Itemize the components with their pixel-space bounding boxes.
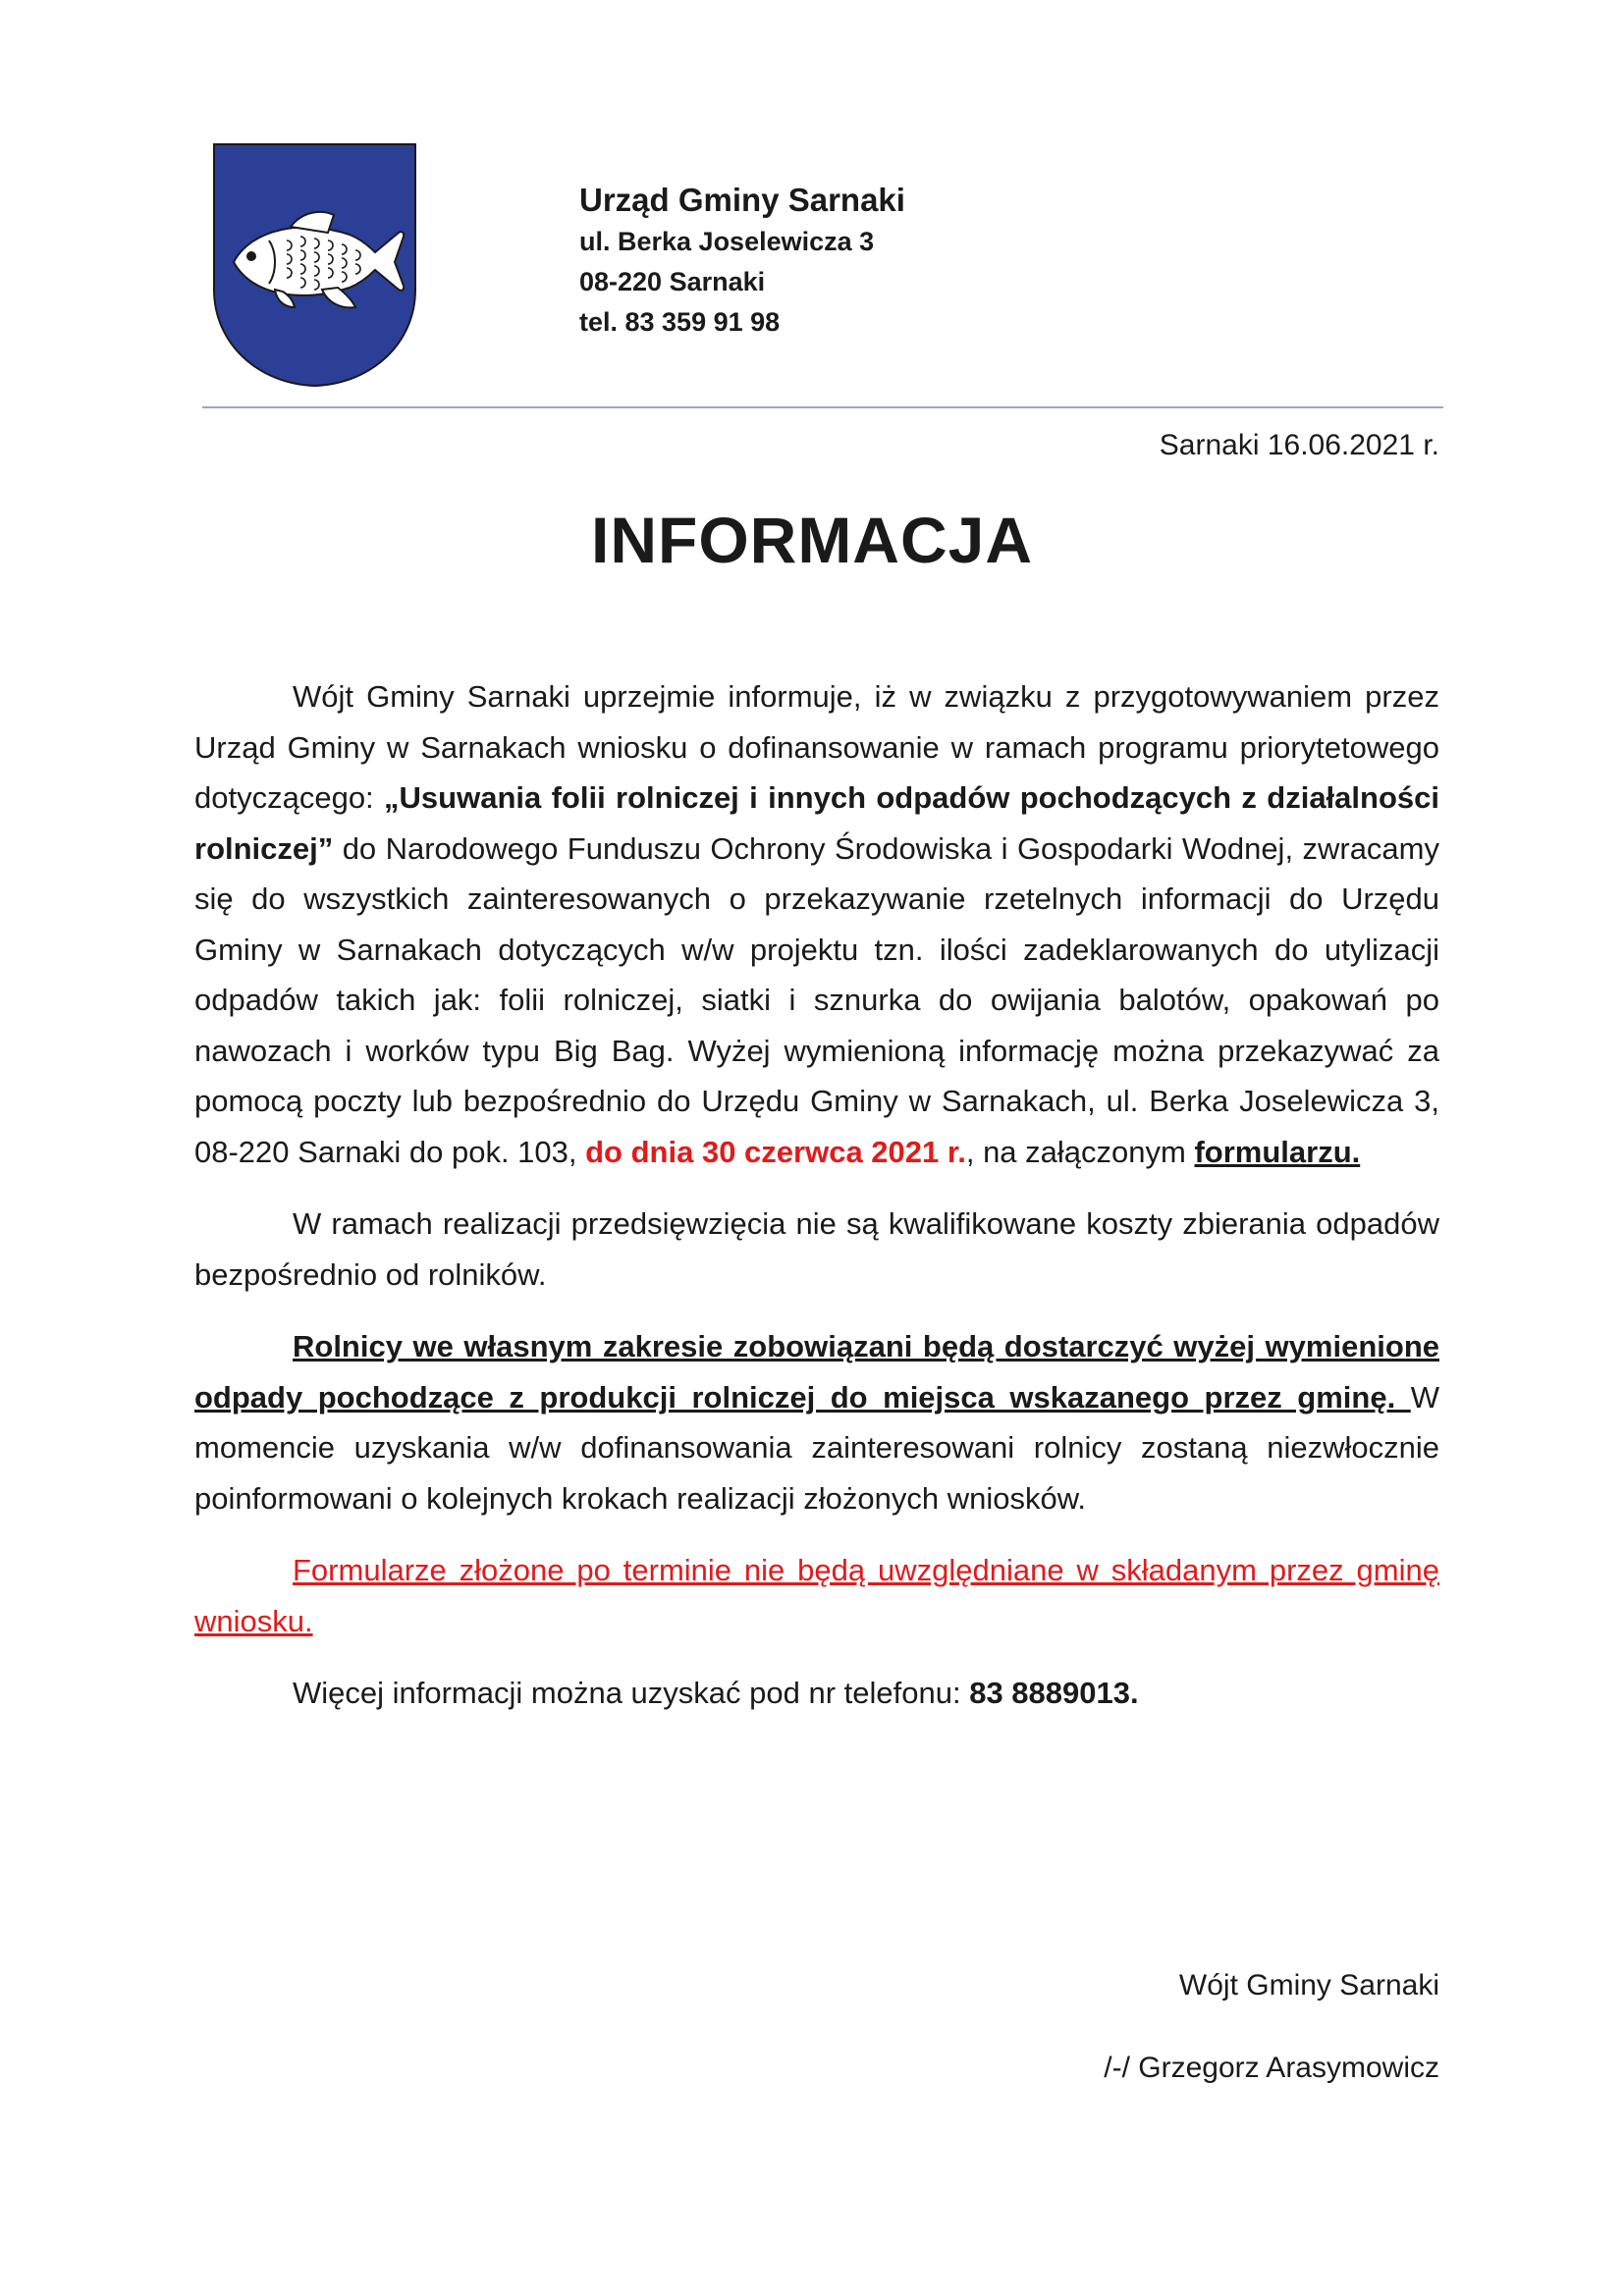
office-postal-code: 08-220 Sarnaki: [579, 267, 766, 296]
office-name: Urząd Gminy Sarnaki: [579, 182, 905, 218]
document-title: INFORMACJA: [591, 504, 1033, 576]
paragraph-farmers: [194, 1321, 1439, 1523]
paragraph-main-tail: , na załączonym: [965, 1134, 1195, 1169]
signature-name: /-/ Grzegorz Arasymowicz: [1104, 2052, 1439, 2084]
header-divider: [202, 406, 1443, 408]
paragraph-main: [194, 671, 1439, 1177]
contact-text: Więcej informacji można uzyskać pod nr telefonu:: [293, 1676, 970, 1710]
paragraph-main-text: do Narodowego Funduszu Ochrony Środowiska i Gospodarki Wodnej, zwracamy się do wszystkich zainteresowanych o przekazywanie rzetelnych informacji do Urzędu Gminy w Sarnakach dotyczących w/w projektu tzn. ilości zadeklarowanych do utylizacji odpadów takich jak: folii rolniczej, siatki i sznurka do owijania balotów, opakowań po nawozach i worków typu Big Bag. Wyżej wymienioną informację można przekazywać za pomocą poczty lub bezpośrednio do Urzędu Gminy w Sarnakach, ul. Berka Joselewicza 3, 08-220 Sarnaki do pok. 103,: [194, 830, 1439, 1169]
office-address-block: [579, 179, 1267, 343]
office-phone: tel. 83 359 91 98: [579, 307, 781, 337]
paragraph-contact: [194, 1668, 1439, 1719]
document-body: [194, 671, 1439, 1740]
fish-coat-of-arms-icon: [212, 142, 417, 388]
paragraph-main-intro: Wójt Gminy Sarnaki uprzejmie informuje, iż w związku z przygotowywaniem przez Urząd Gminy w Sarnakach wniosku o dofinansowanie w ramach programu priorytetowego dotyczącego:: [194, 679, 1439, 815]
paragraph-costs: W ramach realizacji przedsięwzięcia nie są kwalifikowane koszty zbierania odpadów bezpośrednio od rolników.: [194, 1206, 1439, 1292]
contact-phone: 83 8889013.: [969, 1676, 1139, 1710]
deadline-text: do dnia 30 czerwca 2021 r.: [585, 1134, 966, 1169]
paragraph-late-forms-warning: Formularze złożone po terminie nie będą uwzględniane w składanym przez gminę wniosku.: [194, 1553, 1439, 1638]
program-name: „Usuwania folii rolniczej i innych odpadów pochodzących z działalności rolniczej”: [194, 780, 1439, 866]
form-link[interactable]: formularzu.: [1194, 1134, 1361, 1169]
signature-role: Wójt Gminy Sarnaki: [1178, 1969, 1439, 2002]
farmers-info-text: W momencie uzyskania w/w dofinansowania zainteresowani rolnicy zostaną niezwłocznie poinformowani o kolejnych krokach realizacji złożonych wniosków.: [194, 1379, 1439, 1516]
farmers-obligation-text: Rolnicy we własnym zakresie zobowiązani będą dostarczyć wyżej wymienione odpady pochodzące z produkcji rolniczej do miejsca wskazanego przez gminę.: [194, 1329, 1439, 1415]
office-street: ul. Berka Joselewicza 3: [579, 227, 875, 256]
document-date: Sarnaki 16.06.2021 r.: [1159, 429, 1439, 461]
